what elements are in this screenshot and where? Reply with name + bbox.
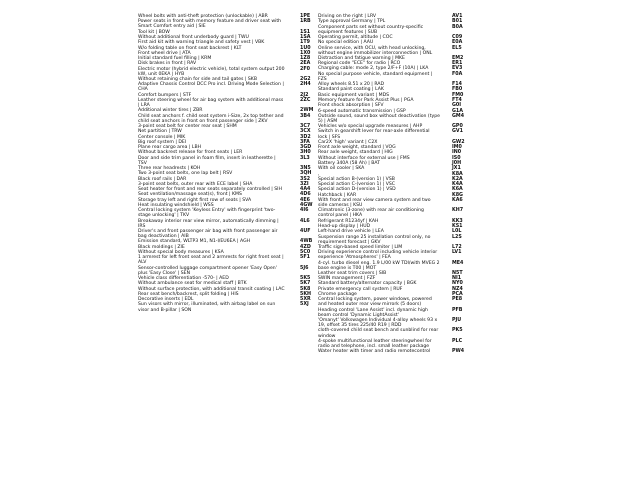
option-code: 3QH	[300, 171, 312, 177]
option-description: 'Omanyt' Volkswagen Individual 4-alloy wheels 93 x 19, offset 35 tires 225/40 R19 | RDD	[318, 318, 438, 329]
option-description: Net partition | TRW	[138, 129, 182, 135]
option-description: Comfort bumpers | STF	[138, 92, 192, 98]
option-description: Car2X 'high' variant | C2X	[318, 139, 378, 145]
option-entry	[138, 302, 314, 312]
option-description: 3-point seat belts, outer rear with ECE label | SHA	[138, 181, 253, 187]
option-code: 2F0	[300, 66, 310, 72]
option-description: Black moldings | ZIE	[138, 244, 185, 250]
option-entry	[318, 46, 468, 56]
option-description: With oil cooler | SKA	[318, 166, 365, 172]
option-description: Black roof rails | DAR	[138, 176, 187, 182]
option-description: SWIN management | FZF	[318, 276, 376, 282]
option-code: 5K7	[300, 281, 311, 287]
option-code: PCA	[452, 292, 463, 298]
option-description: Leather seat trim covers | SIB	[318, 270, 387, 276]
option-description: Battery 340A (58 Ah) | BAT	[318, 160, 380, 166]
option-code: GV1	[452, 129, 463, 135]
option-code: 4ZD	[300, 244, 311, 250]
option-code: 4L6	[300, 218, 310, 224]
option-description: Sensor-controlled luggage compartment opener 'Easy Open' plus 'Easy Close' | SEN	[138, 265, 277, 276]
option-code: 3H0	[300, 150, 311, 156]
option-code: 1X0	[300, 50, 311, 56]
option-description: Seat heater for front and rear seats separately controlled | SIH	[138, 187, 282, 193]
option-description: Distraction and fatigue warning | MKE	[318, 55, 405, 61]
option-entry	[318, 308, 468, 318]
option-description: Charging cable: mode 2, type 2/F+F (10A) | LKA	[318, 66, 429, 72]
option-code: L2S	[452, 234, 462, 240]
option-description: Center console | MIK	[138, 134, 186, 140]
option-entry	[318, 318, 468, 328]
option-code: 5KH	[300, 291, 312, 297]
option-description: Sun visors with mirror, illuminated, with airbag label on sun visor and B-pillar | SON	[138, 302, 276, 313]
option-description: Hatchback | KAR	[318, 192, 357, 198]
option-entry	[318, 349, 468, 354]
option-code: GM4	[452, 113, 465, 119]
option-code: FM0	[452, 92, 464, 98]
option-code: 1U0	[300, 45, 311, 51]
option-description: 4-cyl. turbo diesel eng. 1.9 L/00 kW TDI/with MVEG 2 base engine is T00 | MOT	[318, 260, 440, 271]
option-entry	[138, 255, 314, 265]
option-entry	[318, 235, 468, 245]
option-description: W/o folding table on front seat backrest | KLT	[138, 45, 242, 51]
option-code: 3N5	[300, 166, 311, 172]
option-description: Rear axle weight, standard | HIG	[318, 150, 393, 156]
option-code: 5F1	[300, 255, 310, 261]
option-entry	[318, 328, 468, 338]
option-code: 3S2	[300, 176, 311, 182]
option-code: 4I6	[300, 208, 309, 214]
option-code: 1T9	[300, 40, 310, 46]
option-entry	[318, 339, 468, 349]
option-description: 6-speed automatic transmission | GSP	[318, 108, 406, 114]
option-code: 1S1	[300, 29, 311, 35]
option-code: K4A	[452, 182, 463, 188]
option-code: 1SA	[300, 34, 311, 40]
option-entry	[138, 19, 314, 29]
option-entry	[318, 129, 468, 139]
option-description: Head-up display | HUD	[318, 223, 371, 229]
option-description: With front and rear view camera system and two side cameras | KSU	[318, 197, 431, 208]
option-code: 3C7	[300, 123, 311, 129]
option-description: Heat insulating windshield | WSS	[138, 203, 214, 208]
option-description: Standard battery/alternator capacity | BGK	[318, 281, 417, 287]
option-code: B0A	[452, 24, 463, 30]
option-code: K6A	[452, 187, 463, 193]
option-description: Power seats in front with memory feature and driver seat with Smart Comfort entry aid | SIE	[138, 19, 282, 30]
option-description: Central locking system, power windows, powered and heated outer rear view mirrork (5 doors)	[318, 297, 432, 308]
option-code: KA6	[452, 197, 463, 203]
option-entry	[138, 208, 314, 218]
option-code: 1Z8	[300, 56, 311, 62]
option-description: Driving experience control including vehicle interior experience 'Atmospheres' | FEA	[318, 250, 438, 261]
option-description: Child seat anchors f. child seat system i-Size, 2x top tether and child seat anchors in front on front passenger side | ZKV	[138, 113, 284, 124]
option-code: G1A	[452, 108, 463, 114]
option-code: 2EA	[300, 61, 311, 67]
option-code: C09	[452, 34, 463, 40]
option-code: 4E6	[300, 197, 310, 203]
option-code: 2J2	[300, 92, 309, 98]
option-code: L72	[452, 244, 462, 250]
option-code: 5XJ	[300, 302, 309, 308]
option-code: PJU	[452, 318, 462, 324]
option-code: K8A	[452, 171, 463, 177]
option-code: 5K8	[300, 286, 311, 292]
option-description: Vehicle class differentiation -570- | AED	[138, 276, 229, 281]
option-code: 2ZC	[300, 97, 311, 103]
option-description: No special purpose vehicle, standard equipment | FZS	[318, 71, 433, 82]
option-entry	[318, 25, 468, 35]
option-description: Chrome package	[318, 292, 357, 298]
option-code: IM0	[452, 145, 462, 151]
option-code: PFB	[452, 307, 463, 313]
option-description: Driver's and front passenger air bag with front passenger air bag deactivation | AIB	[138, 229, 278, 240]
option-description: Two 3-point seat belts, one lap belt | RSV	[138, 171, 233, 177]
option-code: 1RB	[300, 19, 311, 25]
option-description: Disk brakes in front | RAV	[138, 61, 197, 67]
option-code: 4A4	[300, 187, 311, 193]
option-description: Outside sound, sound box without deactivation (type 5) | ASM	[318, 113, 440, 124]
option-code: 3GD	[300, 145, 312, 151]
option-entry	[318, 250, 468, 260]
option-code: GP0	[452, 124, 463, 130]
option-code: LV1	[452, 250, 462, 256]
option-description: 3-point seat belt for center rear seat | SHM	[138, 123, 237, 129]
option-description: Basic equipment variant | MDS	[318, 92, 390, 98]
option-description: Three rear headrests | KOH	[138, 166, 201, 172]
option-description: Without backrest release for front seats | LER	[138, 150, 243, 156]
option-description: Seat ventilation/massage seat(s), front | KMS	[138, 192, 242, 198]
option-code: 3FA	[300, 139, 310, 145]
option-description: Central locking system 'Keyless Entry' with fingerprint 'two-stage unlocking' | TKV	[138, 208, 276, 219]
option-description: First aid kit with warning triangle and safety vest | VBK	[138, 40, 265, 46]
option-code: 4UF	[300, 229, 311, 235]
option-code: F14	[452, 82, 462, 88]
option-code: PK5	[452, 328, 463, 334]
option-description: Storage tray left and right first row of seats | SVA	[138, 197, 252, 203]
option-entry	[138, 266, 314, 276]
option-code: GW2	[452, 139, 465, 145]
option-description: Big roof system | DEI	[138, 139, 187, 145]
option-code: 3CX	[300, 129, 311, 135]
option-entry	[138, 82, 314, 92]
option-code: 5XR	[300, 297, 311, 303]
option-description: Memory feature for Park Assist Plus | PGA	[318, 97, 414, 103]
option-code: ME4	[452, 260, 464, 266]
option-description: Electric motor (hybrid electric vehicle), total system output 200 kW, unit 0EKA | HYB	[138, 66, 285, 77]
option-description: Heading control 'Lane Assist' incl. dynamic high beam control 'Dynamic LightAssist'	[318, 307, 428, 318]
option-description: Suspension range 25 installation control only, no requirement forecast | GKV	[318, 234, 431, 245]
option-code: 3ZI	[300, 181, 309, 187]
option-entry	[138, 229, 314, 239]
option-description: Left-hand drive vehicle | LEA	[318, 229, 384, 235]
option-description: Online service, with OCU, with head unlocking, without engine immobilizer interconnection | ONL	[318, 45, 433, 56]
option-entry	[318, 114, 468, 124]
option-description: Emission standard, WLTP3 M1, N1-I/EU6EA | AGH	[138, 239, 251, 245]
option-code: EL5	[452, 45, 462, 51]
option-entry	[318, 72, 468, 82]
option-description: Alloy wheels 8.51 x 20 | RAD	[318, 82, 385, 88]
option-code: 5K5	[300, 276, 311, 281]
option-description: Refrigerant R1234yf | KAH	[318, 218, 379, 224]
option-description: Standard paint coating | LAK	[318, 87, 384, 93]
option-code: 2WM	[300, 108, 314, 114]
option-code: 3B4	[300, 113, 311, 119]
option-description: Without interface for external use | FMS	[318, 155, 410, 161]
option-code: EV3	[452, 66, 463, 72]
option-code: KS1	[452, 223, 463, 229]
option-code: KH7	[452, 208, 464, 214]
option-entry	[138, 67, 314, 77]
option-description: Climatronic (3-zone) with rear air conditioning control panel | HKA	[318, 208, 424, 219]
option-code: PE8	[452, 297, 463, 303]
option-code: FT4	[452, 97, 462, 103]
option-code: AV1	[452, 14, 463, 19]
option-description: Rear seat bench/backrest, split folding | HIS	[138, 291, 239, 297]
option-description: Special action C-(version 1) | VSC	[318, 182, 396, 188]
option-description: No special edition | AAU	[318, 40, 374, 46]
option-code: 5C0	[300, 249, 311, 255]
option-description: Initial standard fuel filling | KRM	[138, 56, 212, 62]
option-code: G0I	[452, 103, 462, 109]
option-entry	[138, 114, 314, 124]
option-description: Adaptive Chassis Control DCC Pro incl. Driving Mode Selection | CHA	[138, 82, 284, 93]
option-code: E0A	[452, 40, 463, 46]
option-description: Water heater with timer and radio remotecontrol	[318, 349, 431, 355]
option-description: Door and side trim panel in foam film, insert in leatherette | TSV	[138, 155, 276, 166]
option-code: L0L	[452, 229, 462, 235]
option-description: 4-spoke multifunctional leather steeringwheel for radio and telephone, incl. small leather package	[318, 338, 432, 349]
option-description: Component parts set without country-specific equipment features | SUB	[318, 24, 424, 35]
option-description: Plane rear cargo area | LBH	[138, 145, 202, 151]
right-code-column	[318, 14, 468, 354]
option-code: 2G2	[300, 77, 311, 82]
option-description: Vehicles w/o special upgrade measures | AHP	[318, 124, 423, 130]
option-code: 5J6	[300, 265, 309, 271]
option-description: Traffic sign-based speed limiter | LIM	[318, 244, 403, 250]
option-code: 3D2	[300, 134, 311, 140]
option-description: Without ambulance seat for medical staff | BTK	[138, 281, 247, 287]
option-code: N5T	[452, 270, 463, 276]
option-code: 4WB	[300, 239, 313, 245]
option-code: NY0	[452, 281, 463, 287]
option-code: IS0	[452, 155, 461, 161]
option-code: ER1	[452, 61, 463, 67]
option-description: cloth-covered child seat bench and sunblind for rear window	[318, 328, 439, 339]
option-description: Type approval Germany | TPL	[318, 19, 386, 25]
option-description: Additional winter tires | ZBR	[138, 108, 203, 114]
option-description: ,	[318, 171, 320, 177]
option-entry	[318, 261, 468, 271]
option-code: K2A	[452, 176, 463, 182]
left-code-column	[138, 14, 314, 313]
option-code: 4D6	[300, 192, 311, 198]
option-code: NI1	[452, 276, 462, 282]
option-entry	[318, 198, 468, 208]
option-description: Front wheel drive | ATA	[138, 50, 191, 56]
option-description: Regional code "ECE" for radio | RCO	[318, 61, 401, 67]
option-entry	[138, 219, 314, 229]
option-code: 4GW	[300, 203, 313, 208]
option-code: 1PE	[300, 14, 311, 19]
option-code: PLC	[452, 338, 463, 344]
option-code: B01	[452, 19, 463, 25]
option-description: Front axle weight, standard | VOG	[318, 145, 396, 151]
option-code: PW4	[452, 349, 465, 355]
option-code: FB0	[452, 87, 463, 93]
option-description: Without special body measures | KSA	[138, 249, 224, 255]
option-code: NZ4	[452, 286, 463, 292]
option-description: Breakaway interior rear view mirror, automatically dimming | IRS	[138, 218, 279, 229]
option-description: Decorative inserts | EDL	[138, 297, 194, 303]
option-description: Private emergency call system | RUF	[318, 286, 403, 292]
option-description: Driving on the right | LRV	[318, 14, 377, 19]
option-code: IN0	[452, 150, 462, 156]
option-code: 2H4	[300, 82, 311, 88]
option-code: F0A	[452, 71, 463, 77]
option-description: Switch in gearshift lever for rear-axle differential lock | SFS	[318, 129, 430, 140]
option-description: Wheel bolts with anti-theft protection (unlockable) | ABR	[138, 14, 268, 19]
option-code: JX1	[452, 166, 461, 172]
option-description: Operating permit, altitude | COC	[318, 34, 393, 40]
option-description: Tool kit | BOW	[138, 29, 170, 35]
option-code: EM2	[452, 55, 464, 61]
option-code: J0H	[452, 160, 462, 166]
option-description: Leather steering wheel for air bag system with additional mass | LRA	[138, 97, 284, 109]
option-description: Special action D-(version 1) | VSD	[318, 187, 396, 193]
option-description: Without retaining chain for side and tail gates | SKB	[138, 77, 257, 82]
option-entry	[138, 156, 314, 166]
option-entry	[318, 208, 468, 218]
option-entry	[318, 297, 468, 307]
option-description: Special action B-(version 1) | VSB	[318, 176, 395, 182]
option-description: Without additional front underbody guard | TWU	[138, 34, 249, 40]
option-description: Front shock absorption | SFV	[318, 103, 384, 109]
option-description: Without surface protection, with additional transit coating | LAC	[138, 286, 285, 292]
option-description: 1 armrest for left front seat and 2 armrests for right front seat | ALV	[138, 255, 284, 266]
option-code: K8G	[452, 192, 463, 198]
option-code: KK3	[452, 218, 463, 224]
option-code: 3L3	[300, 155, 310, 161]
option-entry	[138, 98, 314, 108]
